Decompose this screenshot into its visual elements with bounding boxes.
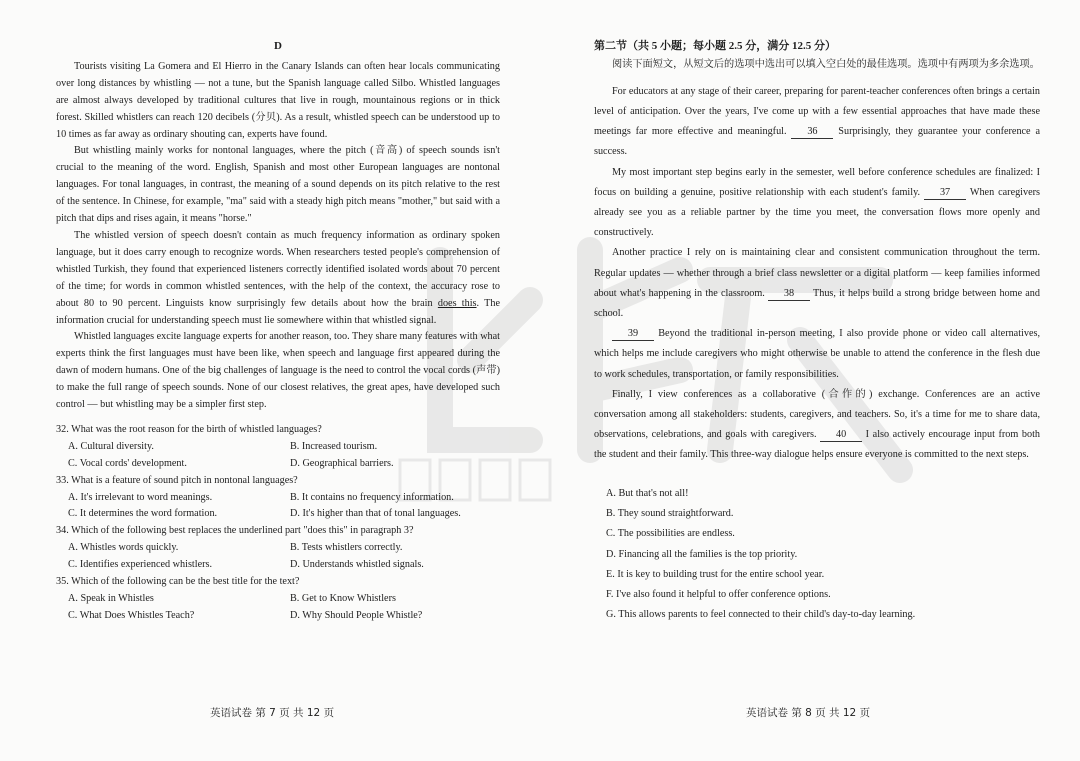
option-c[interactable]: C. It determines the word formation. xyxy=(68,508,218,520)
option-b[interactable]: B. Tests whistlers correctly. xyxy=(290,542,403,554)
blank-36[interactable]: 36 xyxy=(791,125,833,139)
page-footer-right: 英语试卷 第 8 页 共 12 页 xyxy=(746,707,871,719)
option-a[interactable]: A. Speak in Whistles xyxy=(68,593,154,604)
choice-e[interactable]: E. It is key to building trust for the entire school year. xyxy=(606,568,825,580)
question-34 xyxy=(56,523,500,574)
cloze-paragraph-5: Finally, I view conferences as a collaborative (合作的) exchange. Conferences are an active conversation among all stakeholders: students, caregivers, and teachers. So, it's a time for me to share data, observations, celebrations, and goals with caregivers. 40 I also actively encourage input from both the student and their family. This three-way dialogue helps ensure everyone is committed to the next steps. xyxy=(594,388,1040,461)
choice-b[interactable]: B. They sound straightforward. xyxy=(606,507,734,519)
option-a[interactable]: A. It's irrelevant to word meanings. xyxy=(68,491,213,503)
right-page xyxy=(594,38,1040,626)
choice-f[interactable]: F. I've also found it helpful to offer conference options. xyxy=(606,589,831,601)
blank-40[interactable]: 40 xyxy=(820,428,862,442)
option-d[interactable]: D. Understands whistled signals. xyxy=(290,559,424,571)
option-b[interactable]: B. Increased tourism. xyxy=(290,440,378,452)
passage-paragraph-2: But whistling mainly works for nontonal languages, where the pitch (音高) of speech sounds isn't crucial to the meaning of the word. English, Spanish and most other European languages are nontonal languages. For tonal languages, in contrast, the meaning of a sound depends on its pitch relative to the rest of the sentence. In Chinese, for example, "ma" said with a steady high pitch means "mother," but said with a pitch that dips and rises again, it means "horse." xyxy=(56,145,500,225)
question-35 xyxy=(56,574,500,625)
passage-paragraph-4: Whistled languages excite language experts for another reason, too. They share many features with what experts think the first languages must have been like, when speech and language first appeared during the dawn of modern humans. One of the big challenges of language is the need to control the vocal cords (声带) to make the full range of speech sounds. None of our closest relatives, the great apes, have developed such control — but whistling may be a simpler first step. xyxy=(56,331,500,411)
choice-g[interactable]: G. This allows parents to feel connected to their child's day-to-day learning. xyxy=(606,609,916,621)
passage-letter: D xyxy=(274,40,282,52)
underlined-phrase: does this xyxy=(437,297,477,309)
question-stem: 32. What was the root reason for the birth of whistled languages? xyxy=(56,423,322,435)
option-b[interactable]: B. Get to Know Whistlers xyxy=(290,593,396,604)
page-footer-left: 英语试卷 第 7 页 共 12 页 xyxy=(210,707,335,719)
blank-39[interactable]: 39 xyxy=(612,327,654,341)
choice-d[interactable]: D. Financing all the families is the top priority. xyxy=(606,548,798,560)
question-list xyxy=(56,422,500,625)
option-c[interactable]: C. Identifies experienced whistlers. xyxy=(68,559,212,571)
passage-paragraph-1: Tourists visiting La Gomera and El Hierro in the Canary Islands can often hear locals communicating over long distances by whistling — not a tune, but the Spanish language called Silbo. Whistled languages are almost always developed by traditional cultures that live in rough, mountainous regions or in thick forest. Skilled whistlers can reach 120 decibels (分贝). As a result, whistled speech can be understood up to 10 times as far away as ordinary shouting can, experts have found. xyxy=(56,60,500,140)
question-stem: 34. Which of the following best replaces the underlined part "does this" in paragraph 3? xyxy=(56,525,414,537)
question-33 xyxy=(56,473,500,524)
option-d[interactable]: D. Why Should People Whistle? xyxy=(290,609,423,621)
option-b[interactable]: B. It contains no frequency information. xyxy=(290,491,454,503)
option-c[interactable]: C. What Does Whistles Teach? xyxy=(68,609,195,621)
passage-paragraph-3: The whistled version of speech doesn't contain as much frequency information as ordinary spoken language, but it does carry enough to recognize words. When researchers tested people's comprehension of whistled Turkish, they found that experienced listeners correctly identified isolated words about 70 percent of the time; for words in common whistled sentences, with the help of the context, the accuracy rose to about 80 to 90 percent. Linguists know surprisingly few details about how the brain does this. The information crucial for understanding speech must lie somewhere within that whistled signal. xyxy=(56,229,500,326)
blank-37[interactable]: 37 xyxy=(924,186,966,200)
cloze-paragraph-1: For educators at any stage of their career, preparing for parent-teacher conferences often brings a certain level of anticipation. Over the years, I've come up with a few essential approaches that have made these meetings far more effective and meaningful. 36 Surprisingly, they guarantee your conference a success. xyxy=(594,85,1040,158)
option-d[interactable]: D. Geographical barriers. xyxy=(290,457,394,469)
cloze-paragraph-4: 39 Beyond the traditional in-person meeting, I also provide phone or video call alternatives, which helps me include caregivers who might otherwise be unable to attend the conference in the flesh due to work schedules, transportation, or family responsibilities. xyxy=(594,328,1040,380)
cloze-paragraph-2: My most important step begins early in the semester, well before conference schedules are finalized: I focus on building a genuine, positive relationship with each student's family. 37 When caregivers already see you as a reliable partner by the time you meet, the conversation flows more openly and constructively. xyxy=(594,166,1040,239)
choice-a[interactable]: A. But that's not all! xyxy=(606,487,689,499)
question-stem: 35. Which of the following can be the best title for the text? xyxy=(56,576,300,588)
choice-c[interactable]: C. The possibilities are endless. xyxy=(606,528,735,540)
choice-list xyxy=(594,484,1040,626)
cloze-paragraph-3: Another practice I rely on is maintaining clear and consistent communication throughout the term. Regular updates — whether through a brief class newsletter or a digital platform — keep families informed about what's happening in the classroom. 38 Thus, it helps build a strong bridge between home and school. xyxy=(594,247,1040,320)
option-c[interactable]: C. Vocal cords' development. xyxy=(68,457,187,469)
option-a[interactable]: A. Cultural diversity. xyxy=(68,440,154,452)
left-page xyxy=(56,38,500,625)
question-32 xyxy=(56,422,500,473)
section-title: 第二节（共 5 小题；每小题 2.5 分，满分 12.5 分） xyxy=(594,40,836,52)
blank-38[interactable]: 38 xyxy=(768,287,810,301)
option-d[interactable]: D. It's higher than that of tonal languages. xyxy=(290,508,461,520)
option-a[interactable]: A. Whistles words quickly. xyxy=(68,542,179,554)
question-stem: 33. What is a feature of sound pitch in nontonal languages? xyxy=(56,474,298,486)
instructions: 阅读下面短文，从短文后的选项中选出可以填入空白处的最佳选项。选项中有两项为多余选项。 xyxy=(612,58,1040,70)
